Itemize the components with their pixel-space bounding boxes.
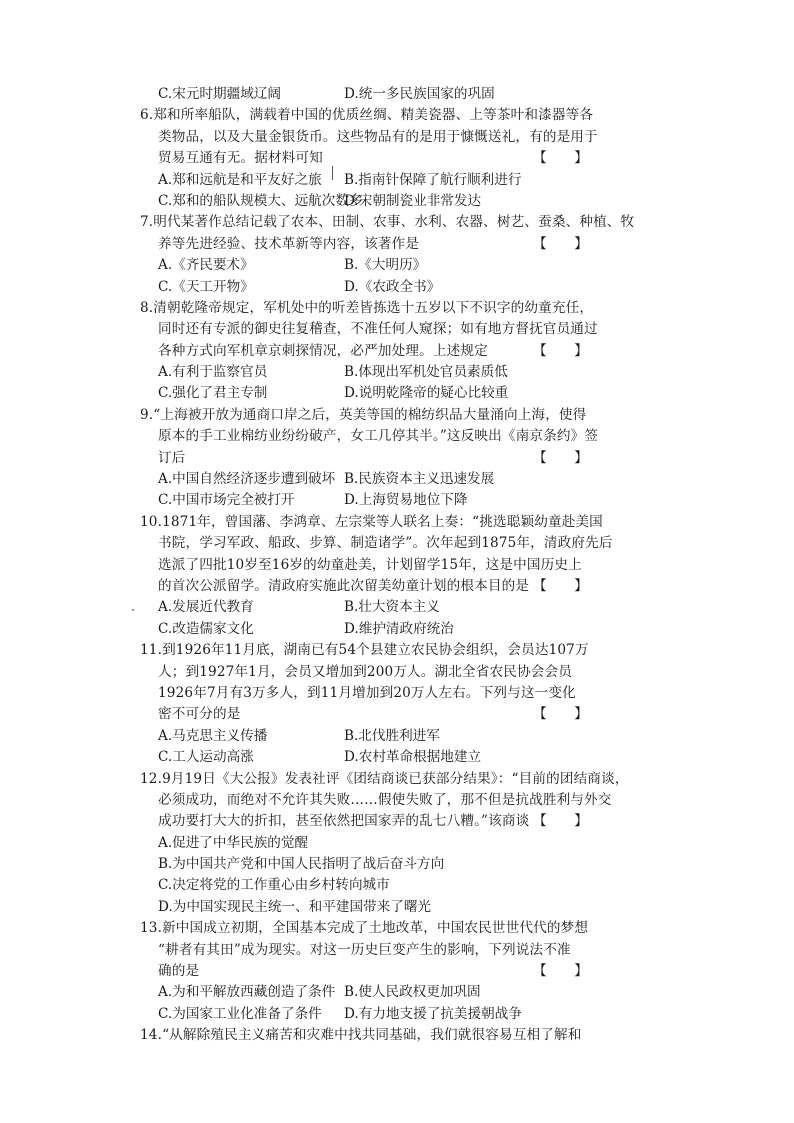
- option-row: [140, 84, 586, 105]
- option-left: A.中国自然经济逐步遭到破坏: [158, 471, 336, 488]
- stem-text: 成功要打大大的折扣，甚至依然把国家弄的乱七八糟。”该商谈: [158, 813, 530, 830]
- stem-text: 13.新中国成立初期，全国基本完成了土地改革，中国农民世世代代的梦想: [140, 920, 589, 937]
- question-stem-continued: [140, 704, 586, 725]
- question-stem-continued: [140, 426, 599, 447]
- stem-text: 14.“从解除殖民主义痛苦和灾难中找共同基础，我们就很容易互相了解和: [140, 1027, 582, 1044]
- question-stem-continued: [140, 940, 586, 961]
- scan-mark: [332, 166, 333, 180]
- question-stem-continued: [140, 811, 586, 832]
- stem-text: 各种方式向军机章京刺探情况，必严加处理。上述规定: [158, 342, 488, 359]
- stem-text: 同时还有专派的御史往复稽查，不准任何人窥探；如有地方督抚官员通过: [158, 321, 598, 338]
- option-right: D.统一多民族国家的巩固: [344, 86, 495, 102]
- option-left: C.改造儒家文化: [158, 620, 254, 637]
- question-stem-continued: [140, 448, 586, 469]
- option-right: B.《大明历》: [344, 257, 427, 274]
- option-row: [140, 747, 586, 768]
- stem-text: 1926年7月有3万多人，到11月增加到20万人左右。下列与这一变化: [158, 684, 576, 701]
- question-stem-continued: [140, 127, 598, 148]
- stem-text: 订后: [158, 449, 186, 466]
- option-right: B.体现出军机处官员素质低: [344, 364, 508, 381]
- question-stem: [140, 640, 589, 661]
- option-row: [140, 619, 586, 640]
- answer-bracket: 【 】: [533, 342, 588, 359]
- option-left: C.工人运动高涨: [158, 749, 254, 766]
- stem-text: “耕者有其田”成为现实。对这一历史巨变产生的影响，下列说法不准: [158, 941, 571, 958]
- option-row: [140, 597, 586, 618]
- stem-text: 贸易互通有无。据材料可知: [158, 150, 323, 167]
- option-left: A.郑和远航是和平友好之旅: [158, 171, 322, 188]
- option-line: A.促进了中华民族的觉醒: [158, 834, 309, 851]
- option-row: [140, 490, 586, 511]
- question-stem: [140, 512, 603, 533]
- option-row: [140, 255, 586, 276]
- option-row: [140, 191, 586, 212]
- option-left: A.为和平解放西藏创造了条件: [158, 984, 336, 1001]
- option-right: B.使人民政权更加巩固: [344, 984, 481, 1001]
- option-left: A.有利于监察官员: [158, 364, 268, 381]
- option-right: D.说明乾隆帝的疑心比较重: [344, 385, 509, 402]
- question-stem: [140, 405, 586, 426]
- stem-text: 必须成功，而绝对不允许其失败……假使失败了，那不但是抗战胜利与外交: [158, 791, 612, 808]
- option-line: B.为中国共产党和中国人民指明了战后奋斗方向: [158, 856, 445, 873]
- option-row: [140, 383, 586, 404]
- question-stem: [140, 212, 635, 233]
- question-stem-continued: [140, 662, 586, 683]
- stem-text: 选派了四批10岁至16岁的幼童赴美，计划留学15年，这是中国历史上: [158, 556, 582, 573]
- option-row: [140, 277, 586, 298]
- stem-text: 的首次公派留学。清政府实施此次留美幼童计划的根本目的是: [158, 577, 530, 594]
- option-row: [140, 362, 586, 383]
- stem-text: 确的是: [158, 963, 200, 980]
- question-stem-continued: [140, 319, 598, 340]
- option-right: D.上海贸易地位下降: [344, 492, 468, 509]
- stem-text: 9.“上海被开放为通商口岸之后，英美等国的棉纺织品大量涌向上海，使得: [140, 406, 587, 423]
- stem-text: 书院，学习军政、船政、步算、制造诸学”。次年起到1875年，清政府先后: [158, 535, 613, 552]
- option-right: D.农村革命根据地建立: [344, 749, 482, 766]
- answer-bracket: 【 】: [533, 963, 588, 980]
- scan-speck: [132, 609, 134, 611]
- option-left: C.中国市场完全被打开: [158, 492, 295, 509]
- stem-text: 10.1871年，曾国藩、李鸿章、左宗棠等人联名上奏：“挑选聪颖幼童赴美国: [140, 513, 603, 530]
- answer-bracket: 【 】: [533, 577, 588, 594]
- stem-text: 养等先进经验、技术革新等内容，该著作是: [158, 235, 420, 252]
- option-left: A.发展近代教育: [158, 599, 254, 616]
- option-left: A.马克思主义传播: [158, 727, 268, 744]
- stem-text: 原本的手工业棉纺业纷纷破产，女工几停其半。”这反映出《南京条约》签: [158, 428, 599, 445]
- option-row: [140, 1004, 586, 1025]
- question-stem-continued: [140, 790, 612, 811]
- answer-bracket: 【 】: [533, 813, 588, 830]
- question-stem-continued: [140, 341, 586, 362]
- stem-text: 密不可分的是: [158, 706, 241, 723]
- option-right: D.《农政全书》: [344, 278, 441, 295]
- option-row: [140, 170, 586, 191]
- option-line: C.决定将党的工作重心由乡村转向城市: [158, 877, 390, 894]
- option-right: B.壮大资本主义: [344, 599, 440, 616]
- answer-bracket: 【 】: [533, 706, 588, 723]
- question-stem: [140, 298, 594, 319]
- stem-text: 7.明代某著作总结记载了农本、田制、农事、水利、农器、树艺、蚕桑、种植、牧: [140, 214, 635, 231]
- option-left: C.强化了君主专制: [158, 385, 268, 402]
- option-left: C.宋元时期疆域辽阔: [158, 86, 281, 102]
- option-right: B.北伐胜利进军: [344, 727, 440, 744]
- question-stem: [140, 769, 629, 790]
- stem-text: 6.郑和所率船队，满载着中国的优质丝绸、精美瓷器、上等茶叶和漆器等各: [140, 107, 594, 124]
- option-row: [140, 469, 586, 490]
- option-row: [140, 982, 586, 1003]
- answer-bracket: 【 】: [533, 150, 588, 167]
- answer-bracket: 【 】: [533, 449, 588, 466]
- option-right: D.维护清政府统治: [344, 620, 454, 637]
- option-right: D.有力地支援了抗美援朝战争: [344, 1005, 522, 1022]
- question-stem: [140, 1025, 586, 1046]
- option-right: D.宋朝制瓷业非常发达: [344, 192, 482, 209]
- stem-text: 8.清朝乾隆帝规定，军机处中的听差皆拣选十五岁以下不识字的幼童充任，: [140, 299, 594, 316]
- question-stem-continued: [140, 533, 613, 554]
- question-stem-continued: [140, 576, 586, 597]
- question-stem-continued: [140, 234, 586, 255]
- option-left: C.郑和的船队规模大、远航次数多: [158, 192, 363, 209]
- question-stem-continued: [140, 961, 586, 982]
- option-left: C.为国家工业化准备了条件: [158, 1005, 322, 1022]
- question-stem: [140, 918, 589, 939]
- stem-text: 11.到1926年11月底，湖南已有54个县建立农民协会组织，会员达107万: [140, 642, 589, 659]
- question-list: [140, 84, 635, 1047]
- option-left: A.《齐民要术》: [158, 257, 254, 274]
- stem-text: 12.9月19日《大公报》发表社评《团结商谈已获部分结果》：“目前的团结商谈，: [140, 770, 629, 787]
- stem-text: 类物品，以及大量金银货币。这些物品有的是用于慷慨送礼，有的是用于: [158, 128, 598, 145]
- option-right: B.指南针保障了航行顺利进行: [344, 171, 522, 188]
- question-stem-continued: [140, 555, 586, 576]
- answer-bracket: 【 】: [533, 235, 588, 252]
- stem-text: 人；到1927年1月，会员又增加到200万人。湖北全省农民协会会员: [158, 663, 572, 680]
- question-stem: [140, 105, 594, 126]
- question-stem-continued: [140, 683, 586, 704]
- option-right: B.民族资本主义迅速发展: [344, 471, 495, 488]
- option-row: [140, 726, 586, 747]
- question-stem-continued: [140, 148, 586, 169]
- option-line: D.为中国实现民主统一、和平建国带来了曙光: [158, 898, 432, 915]
- option-left: C.《天工开物》: [158, 278, 254, 295]
